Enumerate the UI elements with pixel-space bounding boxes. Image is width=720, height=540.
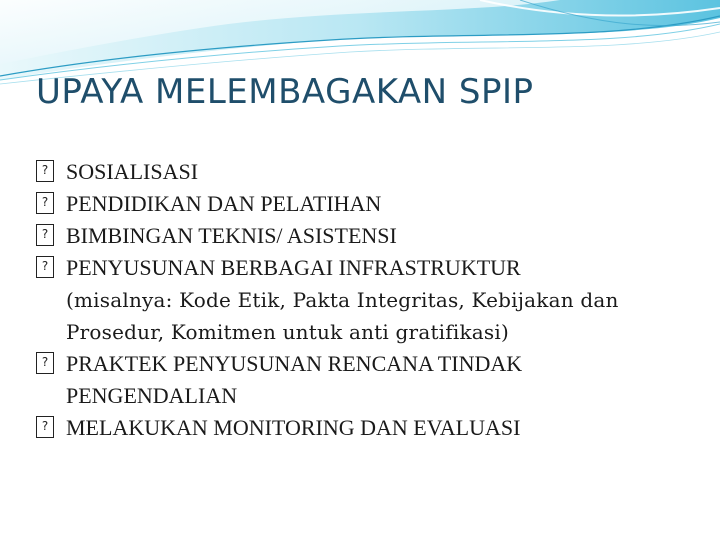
- bullet-item: [36, 348, 686, 412]
- missing-glyph-icon: ?: [36, 256, 54, 278]
- slide-title: UPAYA MELEMBAGAKAN SPIP: [36, 72, 534, 112]
- bullet-text: PENGENDALIAN: [66, 383, 238, 408]
- bullet-text-detail: Prosedur, Komitmen untuk anti gratifikasi): [66, 320, 509, 344]
- bullet-text: PRAKTEK PENYUSUNAN RENCANA TINDAK: [66, 351, 523, 376]
- bullet-item: [36, 156, 686, 188]
- missing-glyph-icon: ?: [36, 352, 54, 374]
- bullet-text: SOSIALISASI: [66, 159, 199, 184]
- bullet-item: [36, 188, 686, 220]
- bullet-item: [36, 252, 686, 348]
- bullet-text: BIMBINGAN TEKNIS/ ASISTENSI: [66, 223, 397, 248]
- missing-glyph-icon: ?: [36, 160, 54, 182]
- bullet-item: [36, 412, 686, 444]
- missing-glyph-icon: ?: [36, 224, 54, 246]
- missing-glyph-icon: ?: [36, 192, 54, 214]
- bullet-text-detail: (misalnya: Kode Etik, Pakta Integritas, Kebijakan dan: [66, 288, 619, 312]
- bullet-text: PENYUSUNAN BERBAGAI INFRASTRUKTUR: [66, 255, 521, 280]
- bullet-text: PENDIDIKAN DAN PELATIHAN: [66, 191, 382, 216]
- bullet-text: MELAKUKAN MONITORING DAN EVALUASI: [66, 415, 521, 440]
- missing-glyph-icon: ?: [36, 416, 54, 438]
- bullet-list: [36, 156, 686, 444]
- bullet-item: [36, 220, 686, 252]
